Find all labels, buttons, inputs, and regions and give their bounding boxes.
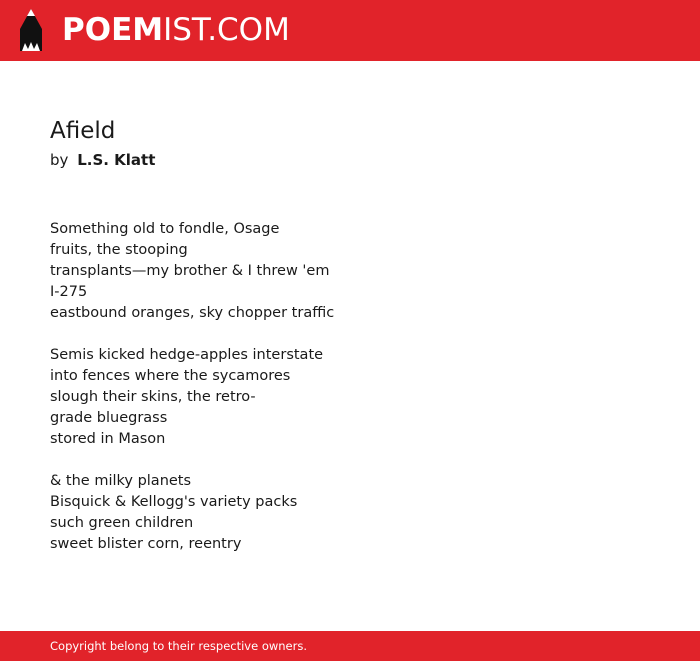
poem-title: Afield [50, 118, 116, 144]
copyright-text: Copyright belong to their respective owners. [50, 639, 308, 653]
byline [50, 150, 650, 170]
site-logo[interactable] [18, 9, 290, 51]
poem-line: transplants—my brother & I threw 'em [50, 263, 330, 279]
poem-line: stored in Mason [50, 431, 166, 447]
poem-line: sweet blister corn, reentry [50, 536, 242, 552]
poem-line: Bisquick & Kellogg's variety packs [50, 494, 298, 510]
logo-text-bold: POEM [62, 12, 164, 48]
poem-header [50, 116, 650, 170]
poem-line: slough their skins, the retro- [50, 389, 256, 405]
poem-line: such green children [50, 515, 194, 531]
site-header [0, 0, 700, 61]
poem-line: eastbound oranges, sky chopper traffic [50, 305, 335, 321]
poem-line: Something old to fondle, Osage [50, 221, 280, 237]
poem-line: into fences where the sycamores [50, 368, 291, 384]
poem-line: I-275 [50, 284, 88, 300]
poem-line: grade bluegrass [50, 410, 168, 426]
logo-text-light: IST.COM [163, 12, 290, 48]
poem-line: fruits, the stooping [50, 242, 188, 258]
stanza [50, 345, 650, 450]
site-footer [0, 631, 700, 661]
logo-text [62, 9, 290, 51]
stanza [50, 219, 650, 324]
poem-body [50, 219, 650, 576]
by-label: by [50, 151, 69, 169]
poem-line: Semis kicked hedge-apples interstate [50, 347, 324, 363]
poem-line: & the milky planets [50, 473, 192, 489]
stanza [50, 471, 650, 555]
pencil-icon [18, 9, 44, 51]
author-name[interactable]: L.S. Klatt [77, 151, 156, 169]
